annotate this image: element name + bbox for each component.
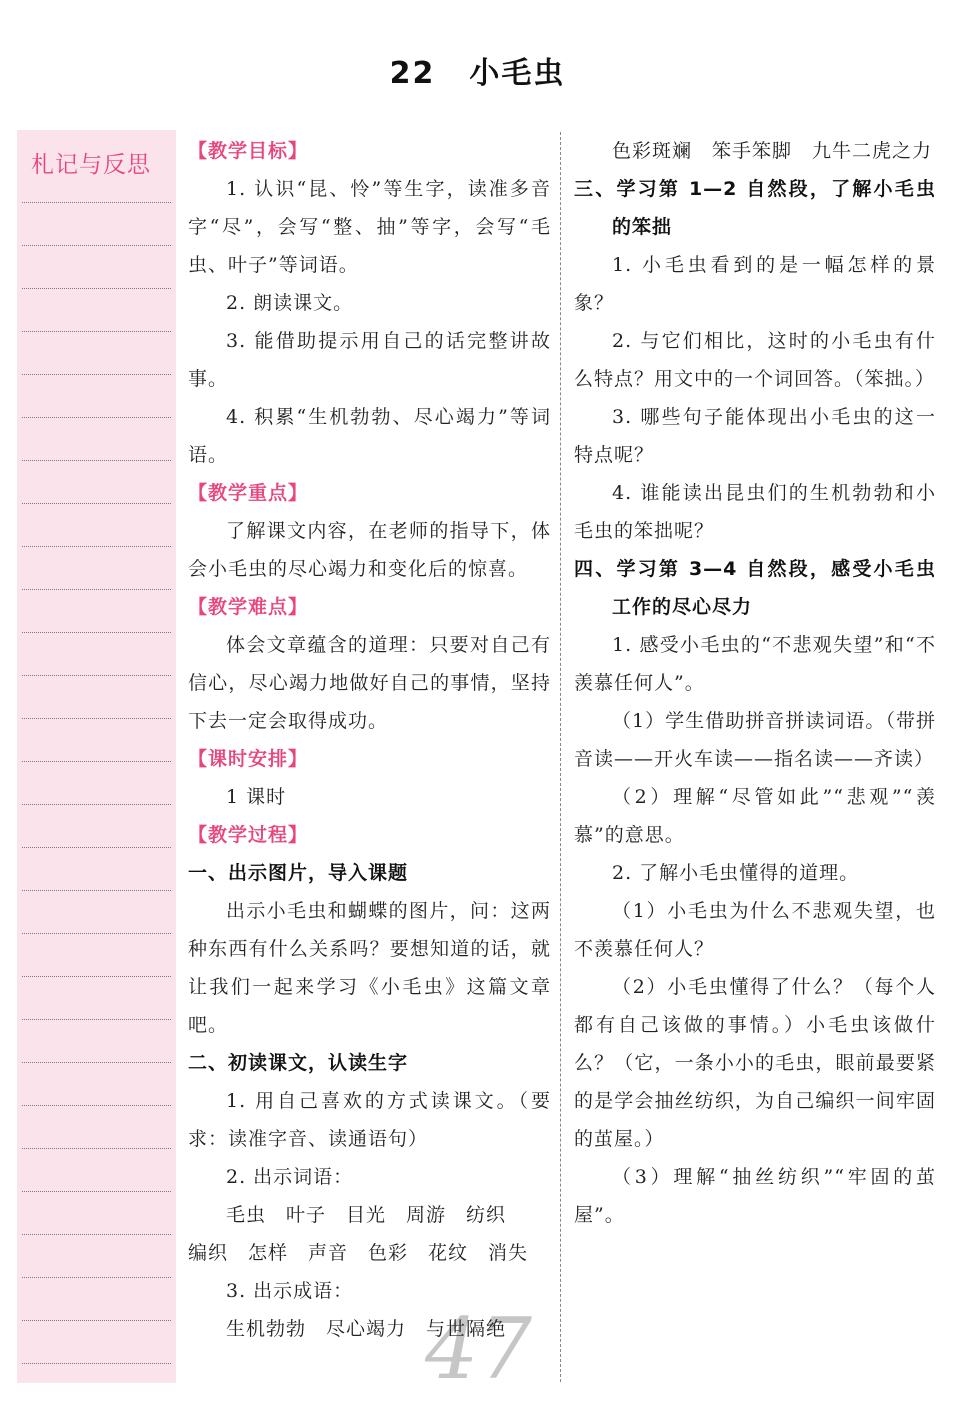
note-line (22, 546, 171, 547)
section-tag: 【课时安排】 (188, 748, 309, 770)
paragraph: 生机勃勃 尽心竭力 与世隔绝 (226, 1318, 507, 1340)
section-tag: 【教学难点】 (188, 596, 309, 618)
section-heading: 四、学习第 3—4 自然段，感受小毛虫工作的尽心尽力 (574, 558, 936, 618)
left-column (188, 132, 551, 1348)
paragraph: 1 课时 (226, 786, 287, 808)
paragraph: （3）理解“抽丝纺织”“牢固的茧屋”。 (574, 1166, 936, 1226)
paragraph: 4. 谁能读出昆虫们的生机勃勃和小毛虫的笨拙呢？ (574, 482, 936, 542)
note-line (22, 1062, 171, 1063)
note-line (22, 288, 171, 289)
section-tag: 【教学目标】 (188, 140, 309, 162)
note-line (22, 1019, 171, 1020)
paragraph: 3. 哪些句子能体现出小毛虫的这一特点呢？ (574, 406, 936, 466)
sidebar-title: 札记与反思 (31, 152, 151, 178)
column-divider (560, 132, 561, 1382)
lesson-title-text: 小毛虫 (469, 56, 566, 91)
paragraph: 1. 认识“昆、怜”等生字，读准多音字“尽”，会写“整、抽”等字，会写“毛虫、叶子”等词语。 (188, 178, 551, 276)
note-line (22, 1191, 171, 1192)
note-line (22, 1363, 171, 1364)
paragraph: （1）学生借助拼音拼读词语。（带拼音读——开火车读——指名读——齐读） (574, 710, 936, 770)
page-number: 47 (425, 1300, 532, 1398)
note-line (22, 202, 171, 203)
paragraph: 出示小毛虫和蝴蝶的图片，问：这两种东西有什么关系吗？要想知道的话，就让我们一起来学习《小毛虫》这篇文章吧。 (188, 900, 551, 1036)
note-line (22, 632, 171, 633)
section-tag: 【教学过程】 (188, 824, 309, 846)
note-line (22, 1234, 171, 1235)
paragraph: 2. 了解小毛虫懂得的道理。 (612, 862, 860, 884)
note-line (22, 976, 171, 977)
paragraph: （2）小毛虫懂得了什么？（每个人都有自己该做的事情。）小毛虫该做什么？（它，一条小小的毛虫，眼前最要紧的是学会抽丝纺织，为自己编织一间牢固的茧屋。） (574, 976, 936, 1150)
note-line (22, 417, 171, 418)
paragraph: 2. 与它们相比，这时的小毛虫有什么特点？用文中的一个词回答。（笨拙。） (574, 330, 936, 390)
paragraph: 毛虫 叶子 目光 周游 纺织 (226, 1204, 507, 1226)
paragraph: 1. 用自己喜欢的方式读课文。（要求：读准字音、读通语句） (188, 1090, 551, 1150)
note-line (22, 761, 171, 762)
section-heading: 三、学习第 1—2 自然段，了解小毛虫的笨拙 (574, 178, 936, 238)
lesson-title (0, 48, 955, 92)
note-line (22, 1148, 171, 1149)
notes-sidebar (17, 130, 176, 1383)
note-line (22, 718, 171, 719)
note-line (22, 1105, 171, 1106)
note-line (22, 245, 171, 246)
paragraph: 体会文章蕴含的道理：只要对自己有信心，尽心竭力地做好自己的事情，坚持下去一定会取得成功。 (188, 634, 551, 732)
lesson-number: 22 (389, 56, 436, 91)
paragraph: （2）理解“尽管如此”“悲观”“羡慕”的意思。 (574, 786, 936, 846)
note-line (22, 589, 171, 590)
note-line (22, 933, 171, 934)
section-tag: 【教学重点】 (188, 482, 309, 504)
paragraph: 2. 朗读课文。 (226, 292, 354, 314)
paragraph: 4. 积累“生机勃勃、尽心竭力”等词语。 (188, 406, 551, 466)
note-line (22, 374, 171, 375)
paragraph: 编织 怎样 声音 色彩 花纹 消失 (188, 1242, 529, 1264)
paragraph: 3. 出示成语： (226, 1280, 354, 1302)
paragraph: （1）小毛虫为什么不悲观失望，也不羡慕任何人？ (574, 900, 936, 960)
note-line (22, 331, 171, 332)
note-line (22, 1320, 171, 1321)
paragraph: 了解课文内容，在老师的指导下，体会小毛虫的尽心竭力和变化后的惊喜。 (188, 520, 551, 580)
section-heading: 二、初读课文，认读生字 (188, 1052, 409, 1074)
note-line (22, 890, 171, 891)
note-line (22, 503, 171, 504)
right-column (574, 132, 936, 1234)
note-line (22, 460, 171, 461)
paragraph: 1. 小毛虫看到的是一幅怎样的景象？ (574, 254, 936, 314)
note-line (22, 804, 171, 805)
note-line (22, 1277, 171, 1278)
note-line (22, 847, 171, 848)
paragraph: 1. 感受小毛虫的“不悲观失望”和“不羡慕任何人”。 (574, 634, 936, 694)
paragraph: 2. 出示词语： (226, 1166, 354, 1188)
note-line (22, 675, 171, 676)
paragraph: 色彩斑斓 笨手笨脚 九牛二虎之力 (612, 140, 933, 162)
section-heading: 一、出示图片，导入课题 (188, 862, 409, 884)
paragraph: 3. 能借助提示用自己的话完整讲故事。 (188, 330, 551, 390)
